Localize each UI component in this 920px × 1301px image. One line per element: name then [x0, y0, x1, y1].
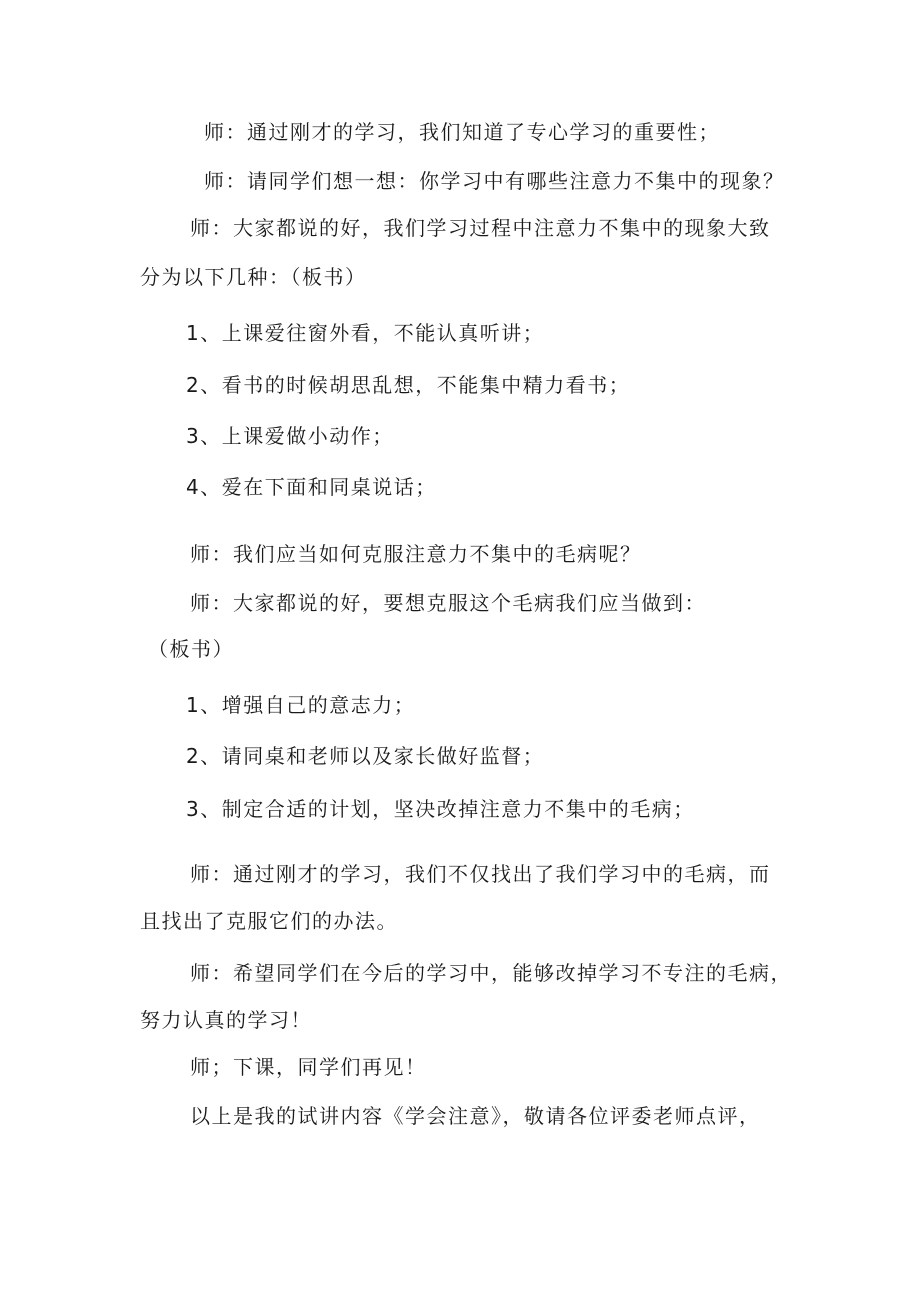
paragraph-line: 且找出了克服它们的办法。 — [140, 909, 398, 933]
paragraph-line: 师：大家都说的好，我们学习过程中注意力不集中的现象大致 — [190, 216, 771, 240]
paragraph-line: 师：希望同学们在今后的学习中，能够改掉学习不专注的毛病， — [190, 961, 792, 985]
list-item: 3、上课爱做小动作； — [186, 424, 394, 448]
paragraph-line: 以上是我的试讲内容《学会注意》，敬请各位评委老师点评， — [190, 1104, 761, 1128]
list-item: 1、上课爱往窗外看，不能认真听讲； — [186, 321, 545, 345]
paragraph-line: 师：通过刚才的学习，我们知道了专心学习的重要性； — [204, 120, 720, 144]
paragraph-line: 师：大家都说的好，要想克服这个毛病我们应当做到： — [190, 591, 706, 615]
paragraph-line: 师：请同学们想一想：你学习中有哪些注意力不集中的现象？ — [204, 169, 785, 193]
paragraph-line: （板书） — [148, 637, 234, 661]
paragraph-line: 师：通过刚才的学习，我们不仅找出了我们学习中的毛病，而 — [190, 862, 771, 886]
list-item: 3、制定合适的计划，坚决改掉注意力不集中的毛病； — [186, 797, 695, 821]
paragraph-line: 师；下课，同学们再见！ — [190, 1055, 427, 1079]
list-item: 2、请同桌和老师以及家长做好监督； — [186, 744, 545, 768]
list-item: 2、看书的时候胡思乱想，不能集中精力看书； — [186, 373, 631, 397]
list-item: 1、增强自己的意志力； — [186, 693, 416, 717]
paragraph-line: 努力认真的学习！ — [140, 1008, 312, 1032]
paragraph-line: 分为以下几种：（板书） — [140, 265, 367, 289]
list-item: 4、爱在下面和同桌说话； — [186, 475, 437, 499]
paragraph-line: 师：我们应当如何克服注意力不集中的毛病呢？ — [190, 542, 642, 566]
